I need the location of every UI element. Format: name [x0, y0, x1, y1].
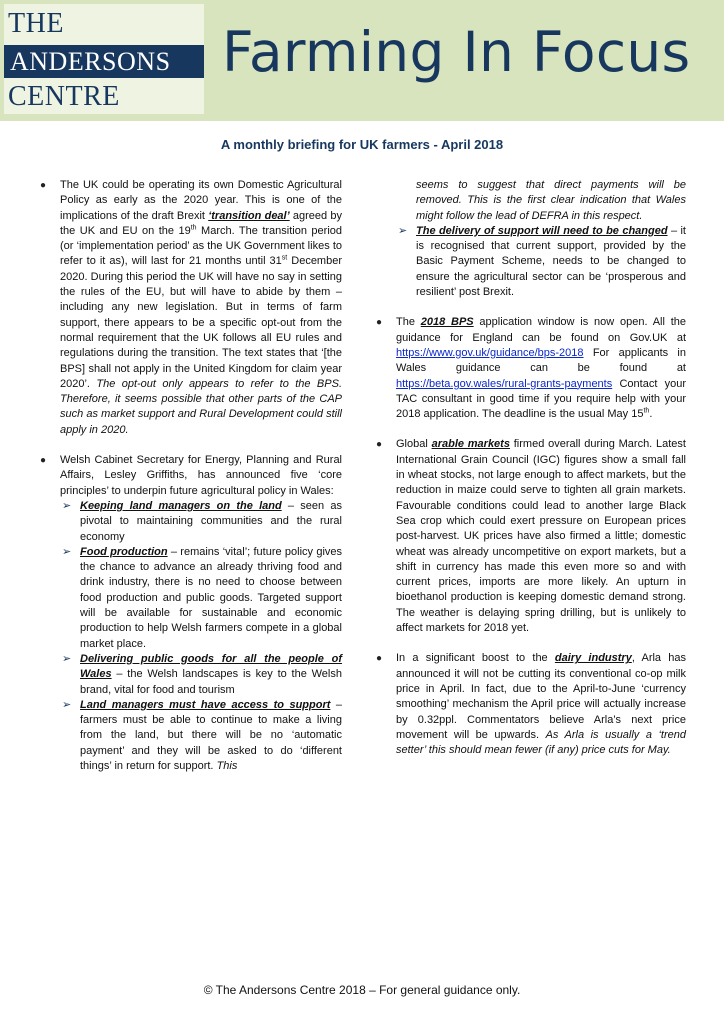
logo-the: THE [8, 8, 64, 39]
highlight: Land managers must have access to support [80, 698, 331, 711]
wales-guidance-link[interactable]: https://beta.gov.wales/rural-grants-payments [396, 377, 613, 390]
bullet-bps-2018 [376, 315, 686, 422]
text: Contact your TAC consultant in good time if you require help with your 2018 application. The deadline is the usual May 15 [396, 377, 686, 421]
italic-text: The opt-out only appears to refer to the BPS. Therefore, it seems possible that other parts of the CAP such as market support and Rural Development could still apply in 2020. [60, 377, 343, 436]
highlight: ‘transition deal’ [208, 209, 290, 222]
text: agreed by the UK and EU on the 19 [60, 209, 342, 237]
continued-text: seems to suggest that direct payments will be removed. This is the first clear indication that Wales might follow the lead of DEFRA in this respect. [416, 179, 686, 222]
principle-public-goods [40, 652, 342, 698]
bullet-icon: ● [376, 439, 383, 451]
italic-text: As Arla is usually a ‘trend setter’ this should mean fewer (if any) price cuts for May. [396, 728, 686, 757]
highlight: arable markets [431, 438, 510, 451]
arrow-bullet-icon: ➢ [62, 499, 72, 512]
text: For applicants in Wales guidance can be found at [396, 346, 686, 375]
text: – seen as pivotal to maintaining communities and the rural economy [80, 499, 342, 543]
text: The [396, 316, 421, 329]
highlight: Food production [80, 545, 168, 558]
text: firmed overall during March. Latest International Grain Council (IGC) figures show a small fall in wheat stocks, not large enough to affect markets, but the reduction in maize could serve to tighten all grain markets. Favourable conditions could lead to another large Black Sea crop which could exert pressure on European prices post-harvest. UK prices have also firmed a little; domestic wheat was already uncompetitive on export markets, but a shift in currency has made this even more so and with current prices, imports are more likely. An upturn in bioethanol production is keeping domestic demand strong. The weather is delaying spring drilling, but is unlikely to affect markets for 2018 yet. [396, 438, 686, 635]
bullet-icon: ● [40, 455, 47, 467]
text: Welsh Cabinet Secretary for Energy, Planning and Rural Affairs, Lesley Griffiths, has announced five ‘core principles’ to underpin future agricultural policy in Wales: [60, 454, 342, 497]
principle-access-support [40, 698, 342, 774]
arrow-bullet-icon: ➢ [398, 224, 408, 237]
header-band [0, 0, 724, 121]
text: Global [396, 438, 432, 451]
bullet-dairy-industry [376, 651, 686, 758]
logo-band [4, 45, 204, 78]
principle-land-managers [40, 499, 342, 545]
superscript: th [643, 407, 650, 415]
principle-delivery-support [376, 224, 686, 300]
highlight: Delivering public goods for all the people of Wales [80, 652, 342, 681]
page-subtitle: A monthly briefing for UK farmers - April 2018 [220, 137, 504, 152]
bps-guidance-link[interactable]: https://www.gov.uk/guidance/bps-2018 [396, 346, 584, 359]
highlight: Keeping land managers on the land [80, 499, 282, 512]
text: March. The transition period (or ‘implementation period’ as the UK Government likes to refer to it as), will last for 21 months until 31 [60, 224, 343, 268]
text: – farmers must be able to continue to make a living from the land, but there will be no ‘automatic payment’ and they will be asked to do ‘different things’ in return for support. [80, 698, 342, 772]
arrow-bullet-icon: ➢ [62, 545, 72, 558]
logo-andersons: ANDERSONS [10, 47, 171, 76]
superscript: th [190, 224, 197, 232]
bullet-icon: ● [40, 180, 47, 191]
bullet-welsh-principles [40, 453, 342, 774]
highlight: 2018 BPS [420, 316, 474, 329]
left-column [40, 178, 342, 789]
logo-centre: CENTRE [8, 81, 120, 112]
text: – it is recognised that current support, provided by the Basic Payment Scheme, needs to be changed to ensure the agricultural sector can be ‘prosperous and resilient’ post Brexit. [416, 224, 686, 299]
italic-text: This [216, 759, 238, 772]
right-column [376, 178, 686, 773]
text: – remains ‘vital’; future policy gives the chance to advance an already thriving food and drink industry, there is no need to choose between food production and public goods. Targeted support will be available for sustainable and economic production to help Welsh farmers compete in a global market place. [80, 545, 343, 650]
bullet-arable-markets [376, 437, 686, 636]
text: The UK could be operating its own Domestic Agricultural Policy as early as the 2020 year. This is one of the implications of the draft Brexit [60, 179, 342, 222]
superscript: st [281, 254, 288, 262]
text: – the Welsh landscapes is key to the Welsh brand, vital for food and tourism [80, 668, 342, 696]
text: . [649, 408, 653, 421]
footer-copyright: © The Andersons Centre 2018 – For general guidance only. [203, 983, 521, 997]
bullet-icon: ● [376, 317, 383, 329]
highlight: dairy industry [554, 652, 632, 665]
bullet-transition-deal [40, 178, 342, 438]
andersons-logo [4, 4, 204, 114]
masthead-title: Farming In Focus [222, 20, 691, 84]
principle-food-production [40, 545, 342, 652]
arrow-bullet-icon: ➢ [62, 652, 72, 665]
text: In a significant boost to the [396, 652, 555, 665]
text: December 2020. During this period the UK will have no say in setting the rules of the EU, but will have to abide by them – including any new legislation. But in terms of farm support, there appears to be a specific opt-out from the normal requirement that the UK follows all EU rules and regulations during the transition. The text states that ‘[the BPS] shall not apply in the United Kingdom for claim year 2020’. [60, 255, 342, 390]
highlight: The delivery of support will need to be changed [416, 224, 668, 237]
text: application window is now open. All the guidance for England can be found on Gov.UK at [396, 316, 686, 344]
bullet-icon: ● [376, 653, 383, 665]
text: , Arla has announced it will not be cutting its conventional co-op milk price in April. In fact, due to the April-to-June ‘currency smoothing’ mechanism the April price will actually increase by 0.32ppl. Commentators believe Arla’s next price movement will be upwards. [396, 652, 686, 741]
arrow-bullet-icon: ➢ [62, 698, 72, 711]
